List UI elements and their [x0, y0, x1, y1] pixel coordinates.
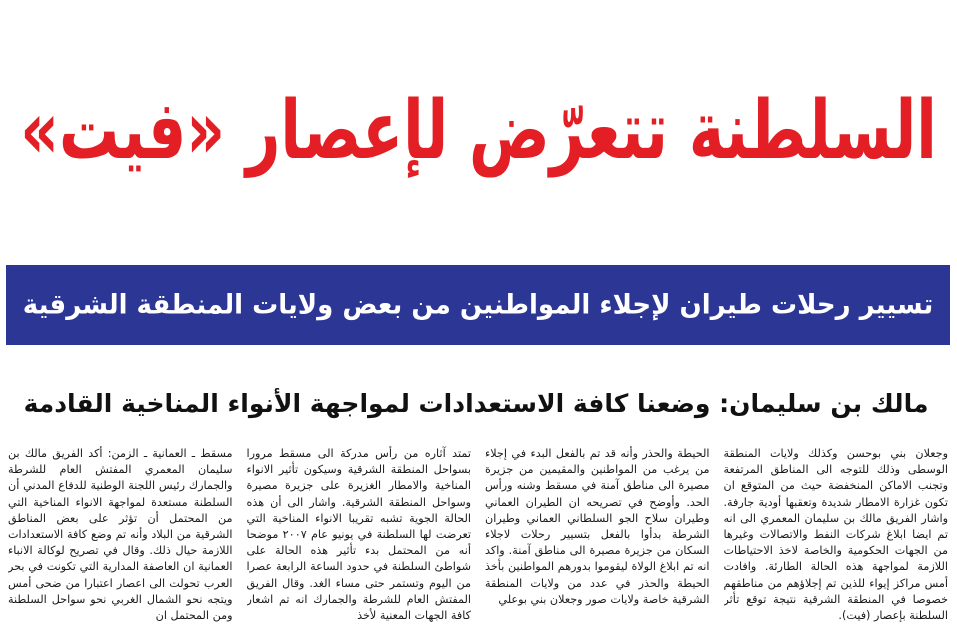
column-text: مسقط ـ العمانية ـ الزمن: أكد الفريق مالك بن سليمان المعمري المفتش العام للشرطة والجمارك رئيس اللجنة الوطنية للدفاع المدني أن السلطنة مستعدة لمواجهة الانواء المناخية التي من المحتمل أن تؤثر على بعض المناطق الشرقية من البلاد وأنه تم وضع كافة الاستعدادات اللازمة حيال ذلك. وقال في تصريح لوكالة الانباء العمانية ان العاصفة المدارية التي تكونت في بحر العرب تحولت الى اعصار اعتبارا من ضحى أمس ويتجه نحو الشمال الغربي نحو سواحل السلطنة ومن المحتمل ان [8, 447, 233, 623]
article-column-1 [8, 446, 233, 641]
subheadline [6, 368, 946, 438]
headline-text: السلطنة تتعرّض لإعصار «فيت» [20, 83, 937, 179]
banner-text: تسيير رحلات طيران لإجلاء المواطنين من بعض ولايات المنطقة الشرقية [22, 289, 934, 321]
main-headline [0, 0, 957, 262]
article-body [8, 446, 948, 641]
column-text: الحيطة والحذر وأنه قد تم بالفعل البدء في إجلاء من يرغب من المواطنين والمقيمين من جزيرة مصيرة الى مناطق آمنة في مسقط وشنه ورأس الحد. وأوضح في تصريحه ان الطيران العماني وطيران سلاح الجو السلطاني العماني وطيران الشرطة بدأوا بالفعل بتسيير رحلات لاجلاء السكان من جزيرة مصيرة الى مناطق آمنة. واكد انه تم ابلاغ الولاة ليقوموا بدورهم المواطنين بأخذ الحيطة والحذر في عدد من ولايات المنطقة الشرقية خاصة ولايات صور وجعلان بني بوعلي [485, 447, 710, 606]
article-column-2 [247, 446, 472, 641]
article-column-3 [485, 446, 710, 641]
article-column-4 [724, 446, 949, 641]
column-text: وجعلان بني بوحسن وكذلك ولايات المنطقة الوسطى وذلك للتوجه الى المناطق المرتفعة وتجنب الاماكن المنخفضة حيث من المتوقع ان تكون غزارة الامطار شديدة وتعقبها أودية جارفة. واشار الفريق مالك بن سليمان المعمري الى انه تم ايضا ابلاغ شركات النفط والاتصالات وغيرها من الجهات الحكومية والخاصة لاخذ الاحتياطات اللازمة لمواجهة هذه الحالة الطارئة. وافادت أمس مراكز إيواء للذين تم إجلاؤهم من مناطقهم خصوصا في المنطقة الشرقية نتيجة توقع تأثر السلطنة بإعصار (فيت). [723, 447, 948, 623]
subheadline-text: مالك بن سليمان: وضعنا كافة الاستعدادات لمواجهة الأنواء المناخية القادمة [23, 388, 929, 418]
blue-banner [6, 265, 950, 345]
column-text: تمتد آثاره من رأس مدركة الى مسقط مرورا بسواحل المنطقة الشرقية وسيكون تأثير الانواء المناخية والامطار الغزيرة على جزيرة مصيرة وسواحل المنطقة الشرقية. واشار الى أن هذه الحالة الجوية تشبه تقريبا الانواء المناخية التي تعرضت لها السلطنة في يونيو عام ٢٠٠٧ موضحا أنه من المحتمل بدء تأثير هذه الحالة على شواطئ السلطنة في حدود الساعة الرابعة عصرا من اليوم وتستمر حتى مساء الغد. وقال الفريق المفتش العام للشرطة والجمارك انه تم اشعار كافة الجهات المعنية لأخذ [246, 447, 471, 623]
